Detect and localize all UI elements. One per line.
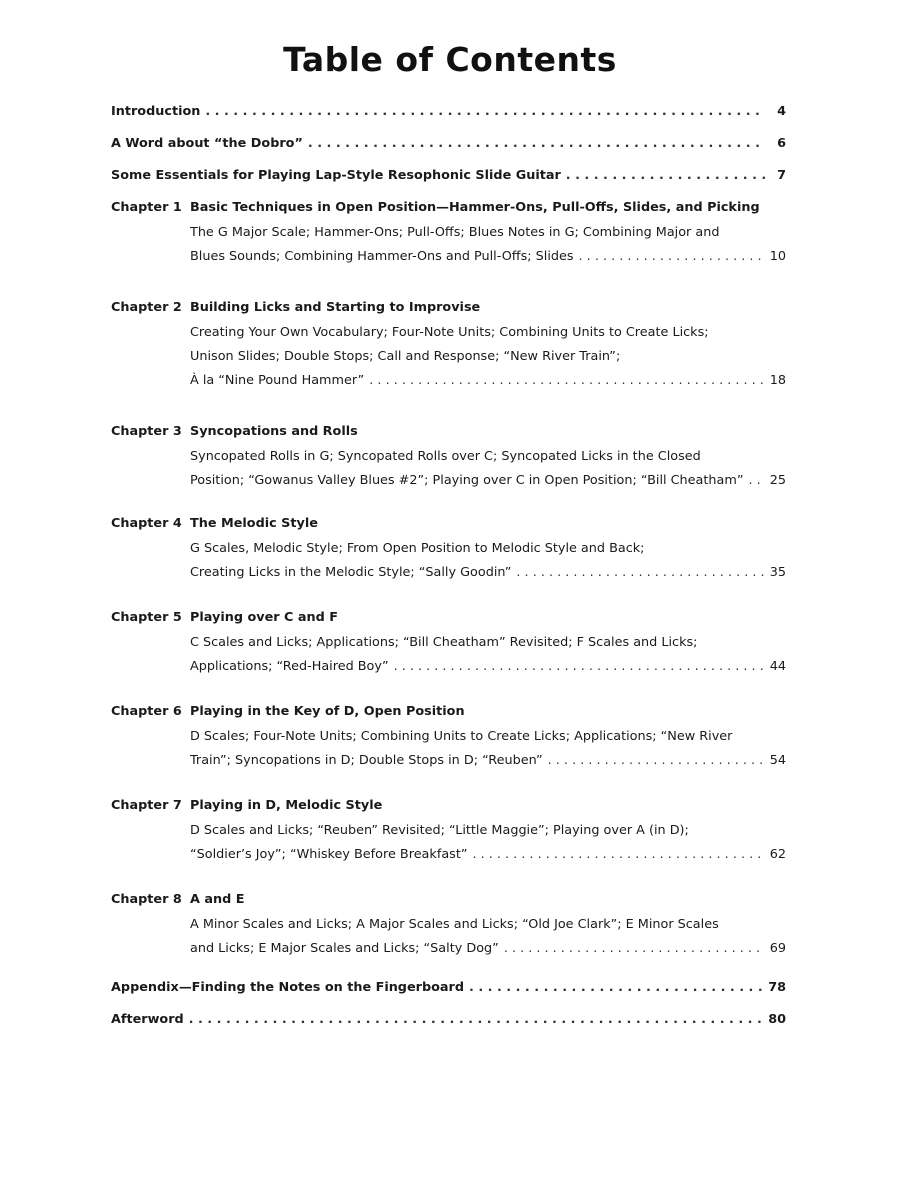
chapter-number: Chapter 2 — [111, 300, 182, 315]
chapter-desc-line: The G Major Scale; Hammer-Ons; Pull-Offs; Blues Notes in G; Combining Major and — [190, 225, 720, 240]
toc-chapter-2[interactable] — [111, 296, 786, 392]
chapter-contents — [111, 631, 786, 678]
chapter-desc-line: Train”; Syncopations in D; Double Stops in D; “Reuben” — [190, 753, 543, 768]
chapter-contents — [111, 537, 786, 584]
chapter-desc-last — [190, 245, 786, 268]
dot-leader — [189, 1008, 764, 1031]
chapter-number: Chapter 3 — [111, 424, 182, 439]
toc-entry-label: Some Essentials for Playing Lap-Style Resophonic Slide Guitar — [111, 168, 561, 183]
dot-leader — [579, 245, 765, 268]
chapter-contents — [111, 725, 786, 772]
toc-page-number: 62 — [769, 847, 786, 862]
chapter-desc-line: Position; “Gowanus Valley Blues #2”; Playing over C in Open Position; “Bill Cheatham” — [190, 473, 744, 488]
chapter-heading — [111, 888, 786, 911]
toc-page-number: 54 — [769, 753, 786, 768]
toc-entry-label: A Word about “the Dobro” — [111, 136, 303, 151]
toc-chapter-6[interactable] — [111, 700, 786, 772]
chapter-title: Playing in D, Melodic Style — [190, 798, 383, 813]
chapter-desc-line: “Soldier’s Joy”; “Whiskey Before Breakfast” — [190, 847, 468, 862]
dot-leader — [748, 469, 764, 492]
chapter-heading — [111, 700, 786, 723]
chapter-number: Chapter 8 — [111, 892, 182, 907]
chapter-contents — [111, 819, 786, 866]
dot-leader — [394, 655, 765, 678]
chapter-desc-line: Creating Licks in the Melodic Style; “Sally Goodin” — [190, 565, 512, 580]
chapter-desc-last — [190, 469, 786, 492]
dot-leader — [308, 132, 765, 155]
toc-chapter-8[interactable] — [111, 888, 786, 960]
toc-chapter-4[interactable] — [111, 512, 786, 584]
chapter-desc-line: Syncopated Rolls in G; Syncopated Rolls over C; Syncopated Licks in the Closed — [190, 449, 701, 464]
chapter-heading — [111, 196, 786, 219]
chapter-number: Chapter 5 — [111, 610, 182, 625]
dot-leader — [504, 937, 765, 960]
chapter-desc-last — [190, 655, 786, 678]
chapter-title: The Melodic Style — [190, 516, 318, 531]
chapter-number: Chapter 4 — [111, 516, 182, 531]
toc-page-number: 69 — [769, 941, 786, 956]
chapter-contents — [111, 913, 786, 960]
chapter-desc-last — [190, 369, 786, 392]
chapter-desc-last — [190, 843, 786, 866]
chapter-desc-line: D Scales; Four-Note Units; Combining Units to Create Licks; Applications; “New River — [190, 729, 733, 744]
chapter-desc-last — [190, 749, 786, 772]
chapter-desc-line: G Scales, Melodic Style; From Open Position to Melodic Style and Back; — [190, 541, 645, 556]
toc-entry-label: Afterword — [111, 1012, 184, 1027]
toc-page-number: 7 — [777, 168, 786, 183]
toc-entry-appendix[interactable] — [111, 976, 786, 999]
dot-leader — [369, 369, 764, 392]
toc-chapter-5[interactable] — [111, 606, 786, 678]
toc-page-number: 10 — [769, 249, 786, 264]
toc-page-number: 18 — [769, 373, 786, 388]
chapter-contents — [111, 221, 786, 268]
chapter-title: A and E — [190, 892, 245, 907]
toc-list — [111, 100, 786, 1031]
chapter-desc-line: Unison Slides; Double Stops; Call and Response; “New River Train”; — [190, 349, 621, 364]
toc-entry-afterword[interactable] — [111, 1008, 786, 1031]
chapter-heading — [111, 794, 786, 817]
chapter-heading — [111, 606, 786, 629]
toc-chapter-1[interactable] — [111, 196, 786, 268]
toc-entry-label: Appendix—Finding the Notes on the Fingerboard — [111, 980, 465, 995]
toc-page-number: 4 — [777, 104, 786, 119]
toc-page-number: 80 — [768, 1012, 786, 1027]
dot-leader — [548, 749, 765, 772]
chapter-desc-line: D Scales and Licks; “Reuben” Revisited; “Little Maggie”; Playing over A (in D); — [190, 823, 689, 838]
chapter-desc-last — [190, 937, 786, 960]
toc-chapter-3[interactable] — [111, 420, 786, 492]
toc-entry-label: Introduction — [111, 104, 201, 119]
chapter-title: Building Licks and Starting to Improvise — [190, 300, 481, 315]
dot-leader — [472, 843, 764, 866]
chapter-contents — [111, 321, 786, 392]
chapter-heading — [111, 296, 786, 319]
chapter-number: Chapter 1 — [111, 200, 182, 215]
chapter-number: Chapter 7 — [111, 798, 182, 813]
chapter-title: Syncopations and Rolls — [190, 424, 358, 439]
dot-leader — [469, 976, 763, 999]
toc-entry-word-about-dobro[interactable] — [111, 132, 786, 155]
dot-leader — [566, 164, 765, 187]
dot-leader — [205, 100, 765, 123]
chapter-title: Basic Techniques in Open Position—Hammer-Ons, Pull-Offs, Slides, and Picking — [190, 200, 760, 215]
dot-leader — [516, 561, 764, 584]
toc-page-number: 35 — [769, 565, 786, 580]
chapter-desc-line: Applications; “Red-Haired Boy” — [190, 659, 389, 674]
chapter-desc-line: Creating Your Own Vocabulary; Four-Note Units; Combining Units to Create Licks; — [190, 325, 709, 340]
chapter-title: Playing in the Key of D, Open Position — [190, 704, 465, 719]
chapter-desc-line: A Minor Scales and Licks; A Major Scales and Licks; “Old Joe Clark”; E Minor Scales — [190, 917, 719, 932]
chapter-desc-line: Blues Sounds; Combining Hammer-Ons and Pull-Offs; Slides — [190, 249, 574, 264]
chapter-heading — [111, 512, 786, 535]
toc-entry-introduction[interactable] — [111, 100, 786, 123]
toc-page-number: 6 — [777, 136, 786, 151]
chapter-number: Chapter 6 — [111, 704, 182, 719]
toc-entry-essentials[interactable] — [111, 164, 786, 187]
chapter-desc-line: À la “Nine Pound Hammer” — [190, 373, 365, 388]
toc-page-number: 78 — [768, 980, 786, 995]
toc-chapter-7[interactable] — [111, 794, 786, 866]
toc-page-number: 44 — [769, 659, 786, 674]
page-title: Table of Contents — [283, 40, 617, 79]
chapter-desc-line: C Scales and Licks; Applications; “Bill Cheatham” Revisited; F Scales and Licks; — [190, 635, 698, 650]
chapter-title: Playing over C and F — [190, 610, 338, 625]
toc-page-number: 25 — [769, 473, 786, 488]
chapter-heading — [111, 420, 786, 443]
chapter-desc-line: and Licks; E Major Scales and Licks; “Salty Dog” — [190, 941, 499, 956]
chapter-contents — [111, 445, 786, 492]
chapter-desc-last — [190, 561, 786, 584]
